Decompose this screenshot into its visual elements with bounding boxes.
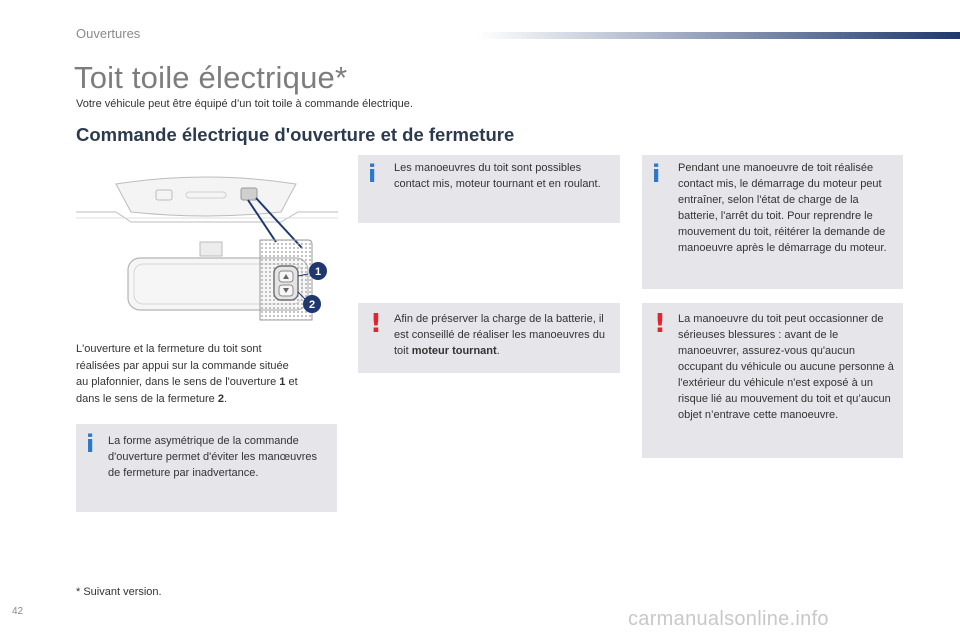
ceiling-console [116,177,296,216]
warning-box-text: La manoeuvre du toit peut occasionner de sérieuses blessures : avant de le manoeuvrer, assurez-vous qu'aucun occupant du véhicule ou aucune personne à l'extérieur du véhicule n'est exposé à un risque lié au mouvement du toit et qu’aucun objet n’entrave cette manoeuvre. [678,313,894,421]
page-title: Toit toile électrique* [74,60,348,95]
watermark: carmanualsonline.info [628,608,829,630]
info-icon: i [652,160,661,188]
info-box-text: Pendant une manoeuvre de toit réalisée contact mis, le démarrage du moteur peut entraîner, selon l'état de charge de la batterie, l'arrêt du toit. Pour reprendre le mouvement du toit, réitérer la demande de manoeuvre après le démarrage du moteur. [678,162,887,254]
warning-icon: ! [654,309,666,339]
intro-text: Votre véhicule peut être équipé d’un toit toile à commande électrique. [76,98,413,110]
closing-number: 2 [217,392,224,405]
callout-2-label: 2 [308,299,316,311]
info-icon: i [368,160,377,188]
body-paragraph: L'ouverture et la fermeture du toit sont réalisées par appui sur la commande située au plafonnier, dans le sens de l'ouverture 1 et dans le sens de la fermeture 2. [76,343,298,405]
warning-icon: ! [370,309,382,339]
warning-box-text: Afin de préserver la charge de la batterie, il est conseillé de réaliser les manoeuvres du toit moteur tournant. [394,313,605,357]
info-icon: i [86,430,95,458]
info-box-engine-start [642,155,903,289]
warning-box-injury [642,303,903,458]
mirror-mount [200,242,222,256]
footnote: * Suivant version. [76,586,162,598]
info-box-text: Les manoeuvres du toit sont possibles contact mis, moteur tournant et en roulant. [394,162,601,190]
section-subtitle: Commande électrique d'ouverture et de fermeture [76,124,515,145]
info-box-text: La forme asymétrique de la commande d'ouverture permet d'éviter les manœuvres de fermeture par inadvertance. [108,435,318,479]
header-bar [478,32,960,39]
section-label: Ouvertures [76,26,141,41]
warning-box-battery [358,303,620,373]
page-number: 42 [12,606,24,617]
opening-number: 1 [279,376,286,388]
callout-1-label: 1 [314,266,322,278]
info-box-conditions [358,155,620,223]
info-box-asymmetric-control [76,424,337,512]
roof-control-illustration [76,170,338,330]
